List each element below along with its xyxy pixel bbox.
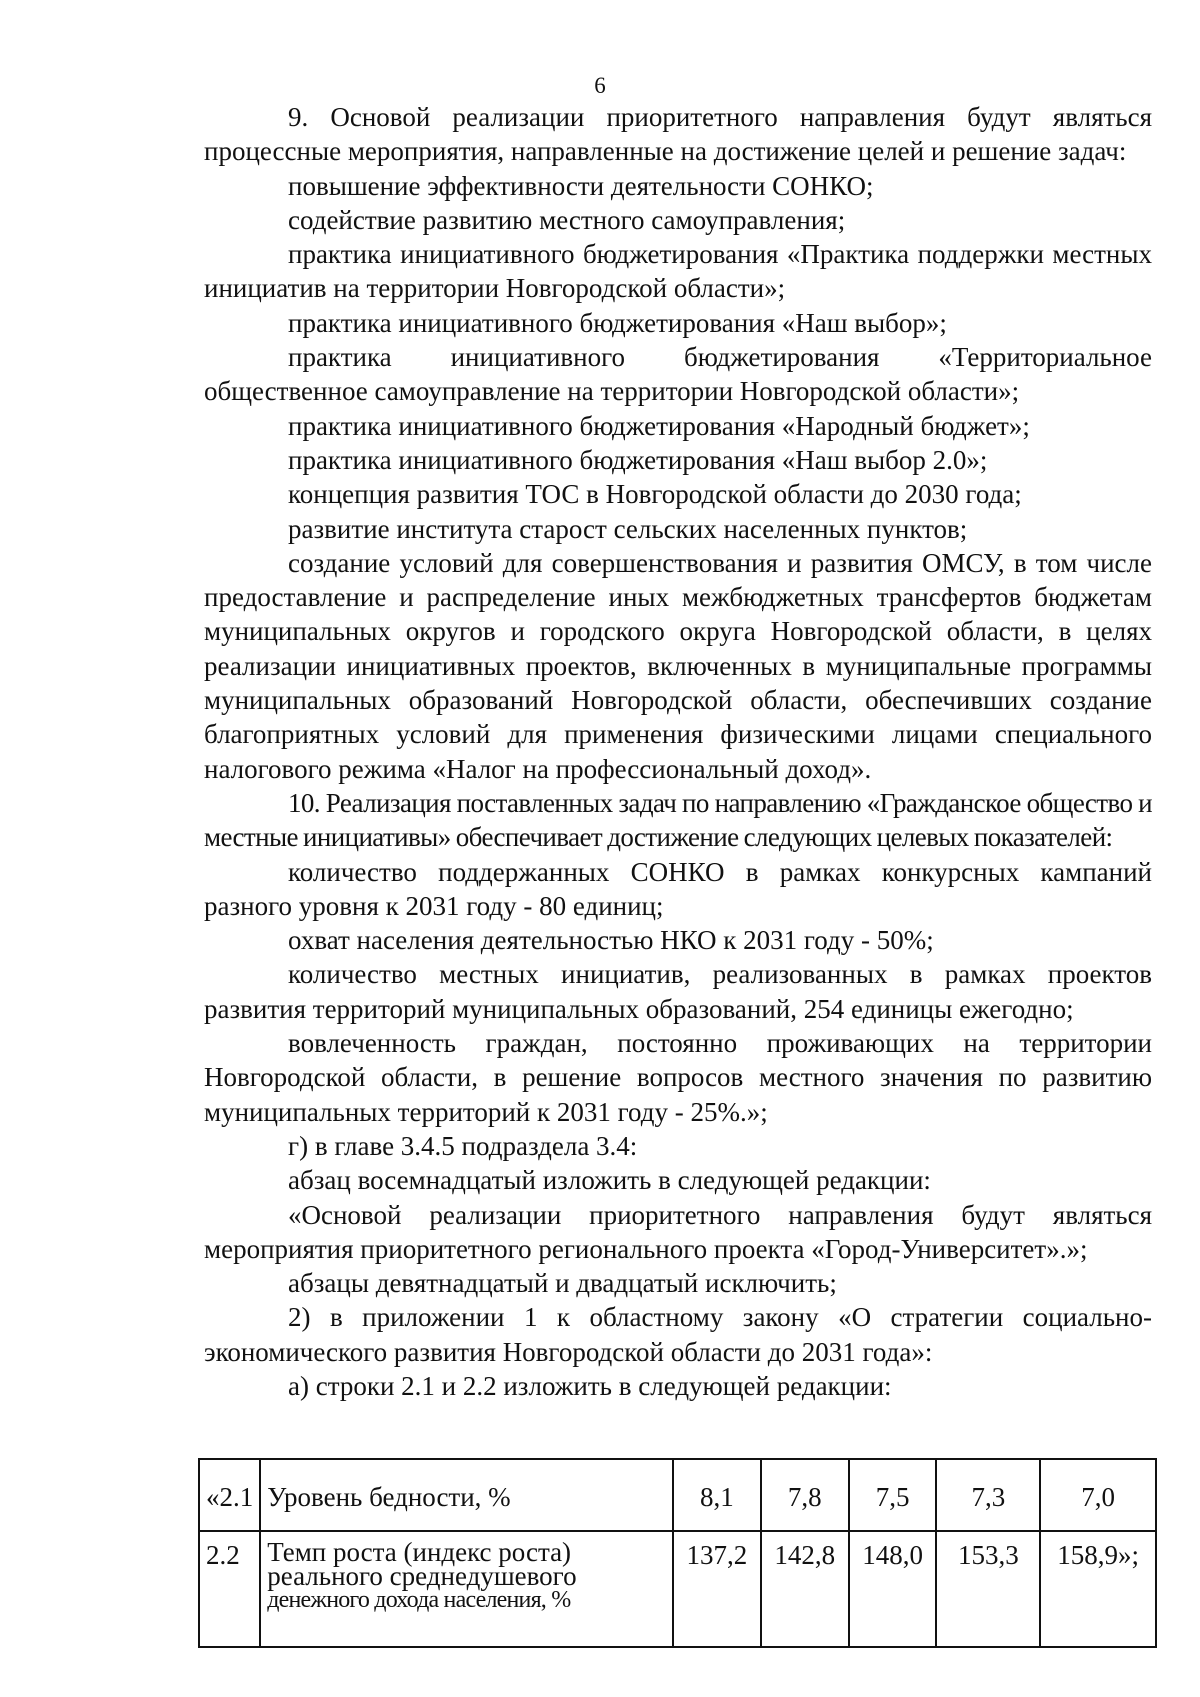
paragraph: абзац восемнадцатый изложить в следующей редакции: bbox=[288, 1165, 931, 1196]
indicator-table bbox=[198, 1458, 1157, 1648]
row-label-line: реального среднедушевого bbox=[267, 1561, 577, 1591]
paragraph: количество поддержанных СОНКО в рамках конкурсных кампаний разного уровня к 2031 году - 80 единиц; bbox=[204, 856, 1152, 921]
paragraph: развитие института старост сельских населенных пунктов; bbox=[288, 513, 968, 544]
paragraph: 2) в приложении 1 к областному закону «О стратегии социально-экономического развития Новгородской области до 2031 года»: bbox=[204, 1302, 1152, 1367]
table-cell: 8,1 bbox=[673, 1459, 761, 1531]
row-label-line: Темп роста (индекс роста) bbox=[267, 1537, 572, 1567]
paragraph: практика инициативного бюджетирования «Территориальное общественное самоуправление на территории Новгородской области»; bbox=[204, 342, 1152, 407]
paragraph: г) в главе 3.4.5 подраздела 3.4: bbox=[288, 1130, 638, 1161]
table-row bbox=[199, 1459, 1156, 1531]
paragraph: 9. Основой реализации приоритетного направления будут являться процессные мероприятия, направленные на достижение целей и решение задач: bbox=[204, 102, 1152, 167]
table-cell: 7,3 bbox=[936, 1459, 1040, 1531]
paragraph: а) строки 2.1 и 2.2 изложить в следующей редакции: bbox=[288, 1370, 892, 1401]
row-number: «2.1 bbox=[199, 1459, 260, 1531]
document-body bbox=[204, 100, 1152, 1403]
table-cell: 137,2 bbox=[673, 1531, 761, 1647]
paragraph: создание условий для совершенствования и развития ОМСУ, в том числе предоставление и распределение иных межбюджетных трансфертов бюджетам муниципальных округов и городского округа Новгородской области, в целях реализации инициативных проектов, включенных в муниципальные программы муниципальных образований Новгородской области, обеспечивших создание благоприятных условий для применения физическими лицами специального налогового режима «Налог на профессиональный доход». bbox=[204, 547, 1152, 784]
paragraph: практика инициативного бюджетирования «Наш выбор»; bbox=[288, 307, 947, 338]
paragraph: практика инициативного бюджетирования «Народный бюджет»; bbox=[288, 410, 1030, 441]
row-number: 2.2 bbox=[199, 1531, 260, 1647]
table-cell: 7,0 bbox=[1040, 1459, 1156, 1531]
paragraph: вовлеченность граждан, постоянно проживающих на территории Новгородской области, в решение вопросов местного значения по развитию муниципальных территорий к 2031 году - 25%.»; bbox=[204, 1028, 1152, 1127]
table-cell: 142,8 bbox=[761, 1531, 849, 1647]
row-label-line: денежного дохода населения, % bbox=[267, 1587, 571, 1613]
row-label bbox=[260, 1531, 673, 1647]
row-label bbox=[260, 1459, 673, 1531]
paragraph: абзацы девятнадцатый и двадцатый исключить; bbox=[288, 1268, 837, 1299]
table-cell: 7,5 bbox=[849, 1459, 937, 1531]
page-number: 6 bbox=[594, 73, 606, 98]
row-label-line: Уровень бедности, % bbox=[267, 1482, 511, 1512]
table-cell: 7,8 bbox=[761, 1459, 849, 1531]
table-row bbox=[199, 1531, 1156, 1647]
paragraph: практика инициативного бюджетирования «Практика поддержки местных инициатив на территории Новгородской области»; bbox=[204, 239, 1152, 304]
paragraph: повышение эффективности деятельности СОНКО; bbox=[288, 170, 874, 201]
paragraph: количество местных инициатив, реализованных в рамках проектов развития территорий муниципальных образований, 254 единицы ежегодно; bbox=[204, 959, 1152, 1024]
table-cell: 148,0 bbox=[849, 1531, 937, 1647]
paragraph: «Основой реализации приоритетного направления будут являться мероприятия приоритетного регионального проекта «Город-Университет».»; bbox=[204, 1199, 1152, 1264]
table-cell: 153,3 bbox=[936, 1531, 1040, 1647]
paragraph: содействие развитию местного самоуправления; bbox=[288, 204, 846, 235]
paragraph: практика инициативного бюджетирования «Наш выбор 2.0»; bbox=[288, 444, 988, 475]
paragraph: 10. Реализация поставленных задач по направлению «Гражданское общество и местные инициативы» обеспечивает достижение следующих целевых показателей: bbox=[204, 787, 1152, 853]
paragraph: охват населения деятельностью НКО к 2031 году - 50%; bbox=[288, 925, 934, 956]
paragraph: концепция развития ТОС в Новгородской области до 2030 года; bbox=[288, 479, 1022, 510]
table-cell: 158,9»; bbox=[1040, 1531, 1156, 1647]
